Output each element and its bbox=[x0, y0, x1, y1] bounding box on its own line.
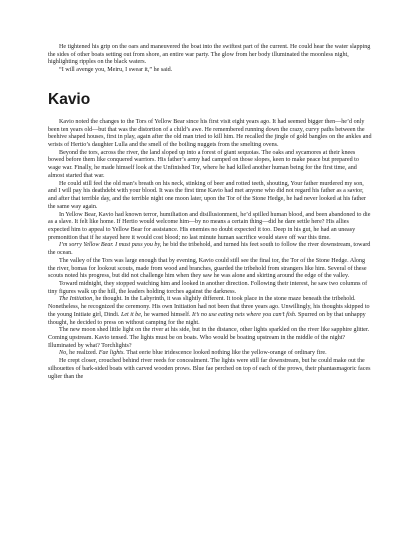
intro-paragraph: He tightened his grip on the oars and maneuvered the boat into the swiftest part of the current. He could hear the water slapping the sides of other boats setting out from shore, an entire war party. The glow from her body illuminated the moonless night, highlighting ripples on the black waters. bbox=[48, 44, 371, 66]
intro-section bbox=[48, 44, 372, 75]
italic-phrase: I’m sorry Yellow Bear. I must pass you by, bbox=[59, 242, 162, 249]
body-paragraph: The new moon shed little light on the river at his side, but in the distance, other lights sparkled on the river like sapphire glitter. Coming upstream. Kavio tensed. The lights must be on boats. Who would be boating upstream in the middle of the night? Illuminated by what? Torchlights? bbox=[48, 327, 370, 349]
italic-phrase: Fae lights. bbox=[98, 350, 125, 357]
italic-phrase: No, bbox=[59, 350, 68, 357]
body-paragraph: In Yellow Bear, Kavio had known terror, humiliation and disillusionment, he’d spilled human blood, and been abandoned to die as a slave. It felt like home. If Hertio would welcome him—by no means a certain thing—did he dare settle here? His allies expected him to appeal to Yellow Bear for assistance. His enemies no doubt expected it too. Deep in his gut, he had an uneasy premonition that if he stayed here it would cost blood; no last minute human sacrifice would stave off war this time. bbox=[48, 211, 371, 241]
body-paragraph: No, he realized. Fae lights. That eerie blue iridescence looked nothing like the yellow-orange of ordinary fire. bbox=[59, 350, 327, 357]
body-paragraph: The Initiation, he thought. In the Labyrinth, it was slightly different. It took place in the stone maze beneath the tribehold. Nonetheless, he recognized the ceremony. His own Initiation had not been that three years ago. Unwillingly, his thoughts skipped to the young Initiate girl, Dindi. Let it be, he warned himself. It’s no use eating nets where you can’t fish. Spurred on by that unhappy thought, he decided to press on without camping for the night. bbox=[48, 296, 370, 326]
italic-phrase: The Initiation, bbox=[59, 296, 94, 303]
body-paragraph: The valley of the Tors was large enough that by evening, Kavio could still see the final tor, the Tor of the Stone Hedge. Along the river, bomas for lookout scouts, made from wood and branches, guarded the tribehold from strangers like him. Several of these scouts noted his progress, but did not challenge him when they saw he was alone and skirting around the edge of the valley. bbox=[48, 257, 367, 280]
italic-phrase: Let it be, bbox=[120, 311, 143, 318]
body-paragraph: He crept closer, crouched behind river reeds for concealment. The lights were still far downstream, but he could make out the silhouettes of bark-sided boats with carved wooden prows. Blue fae perched on top of each of the prows, their phantasmagoric faces uglier than the bbox=[48, 358, 371, 380]
body-paragraph: I’m sorry Yellow Bear. I must pass you by, he bid the tribehold, and turned his feet south to follow the river downstream, toward the ocean. bbox=[48, 242, 371, 257]
body-paragraph: Toward midnight, they stopped watching him and looked in another direction. Following their interest, he saw two columns of tiny figures walk up the hill, the leaders holding torches against the darkness. bbox=[48, 280, 368, 295]
section-body bbox=[48, 119, 372, 381]
body-paragraph: Kavio noted the changes to the Tors of Yellow Bear since his first visit eight years ago. It had seemed bigger then—he’d only been ten years old—but that was the distortion of a child’s awe. He remembered running down the crazy, curvy paths between the beehive shaped houses, first in play, again after the old man tried to kill him. He recalled the jingle of gold bangles on the ankles and wrists of Hertio’s daughter Lulla and the smell of the boiling nuggets from the smelting ovens. bbox=[48, 118, 372, 149]
italic-phrase: It’s no use eating nets where you can’t fish. bbox=[192, 311, 297, 318]
body-paragraph: Beyond the tors, across the river, the land sloped up into a forest of giant sequoias. The oaks and sycamores at their knees bowed before them like conquered warriors. His father’s army had camped on those slopes, keen to make peace but prepared to wage war. Finally, he made himself look at the Unfinished Tor, where he had killed another human being for the first time, and almost started that war. bbox=[48, 149, 359, 179]
intro-paragraph: “I will avenge you, Meiru, I swear it,” he said. bbox=[59, 67, 173, 74]
body-paragraph: He could still feel the old man’s breath on his neck, stinking of beer and rotted teeth, shouting, Your father murdered my son, and I will pay his deathdebt with your blood. It was the first time Kavio had met anyone who did not regard his father as a savior, and after that terrible day, and the terrible night one moon later, upon the Tor of the Stone Hedge, he had never looked at his father the same way again. bbox=[48, 180, 366, 210]
section-heading: Kavio bbox=[48, 90, 91, 108]
